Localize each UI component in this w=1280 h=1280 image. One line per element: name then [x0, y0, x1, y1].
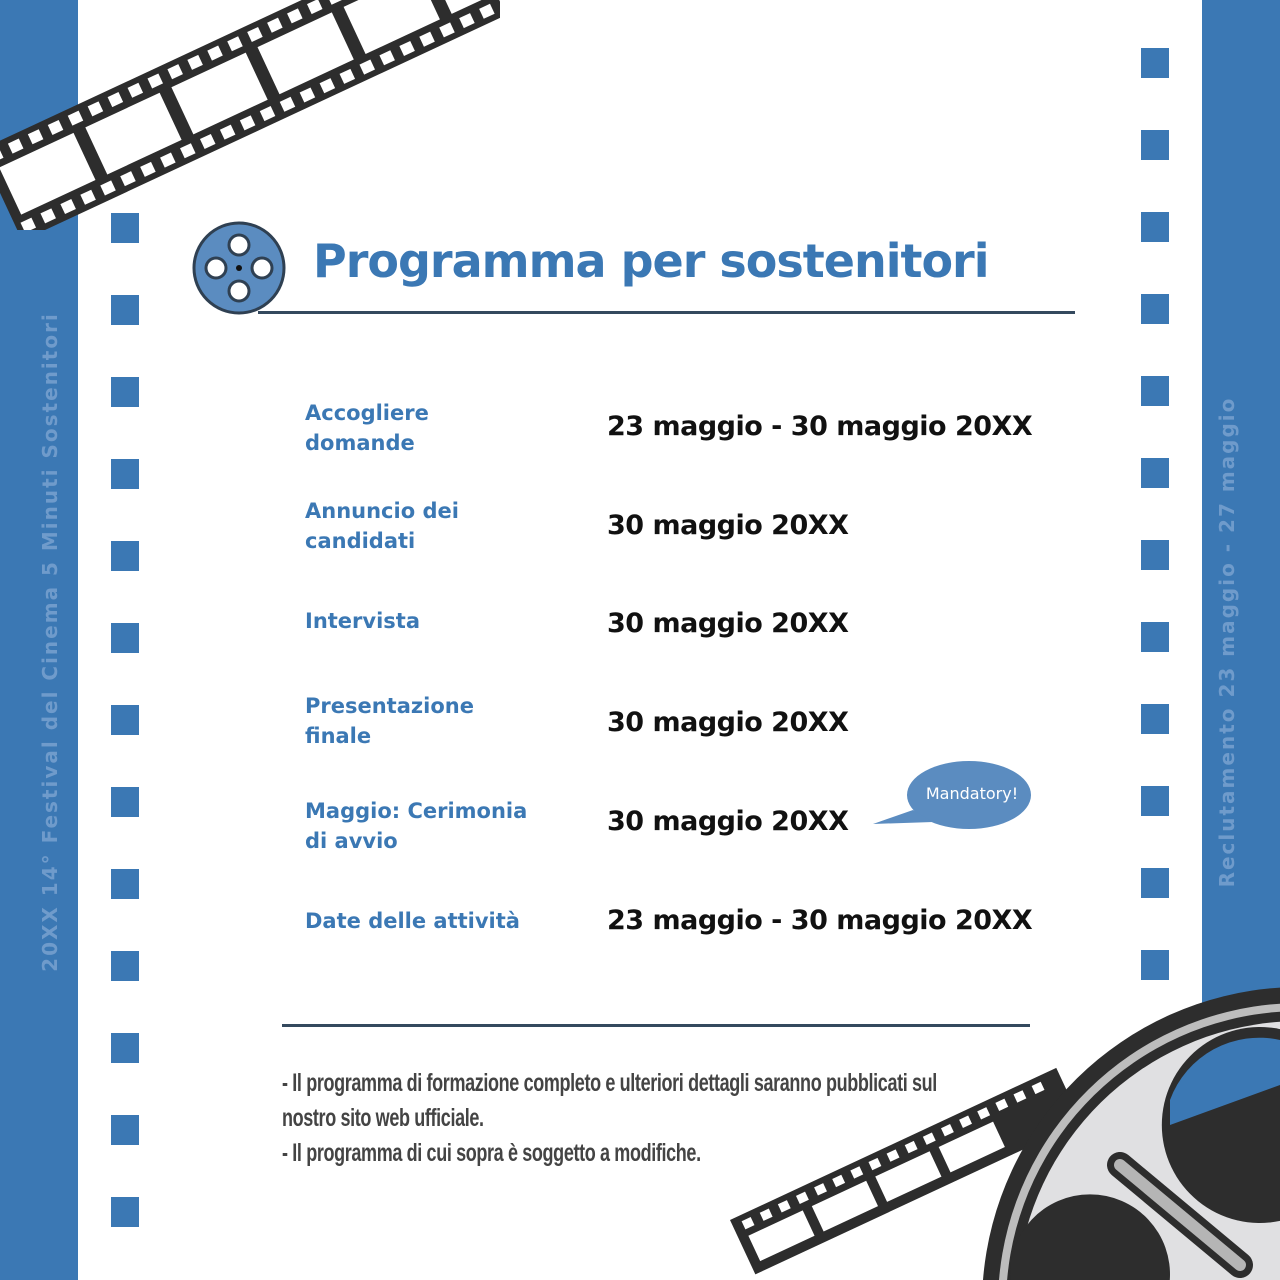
perforation-square [1141, 540, 1169, 570]
title-underline [258, 311, 1075, 314]
schedule-date: 23 maggio - 30 maggio 20XX [607, 905, 1033, 936]
perforation-square [111, 377, 139, 407]
perforation-square [1141, 376, 1169, 406]
film-strip-icon [0, 0, 500, 230]
schedule-date: 23 maggio - 30 maggio 20XX [607, 411, 1033, 442]
schedule-date: 30 maggio 20XX [607, 608, 849, 639]
note-line: - Il programma di formazione completo e ulteriori dettagli saranno pubblicati sul nostro sito web ufficiale. [282, 1069, 937, 1132]
perforation-square [111, 541, 139, 571]
schedule-label: Intervista [305, 609, 420, 633]
schedule-label: Date delle attività [305, 909, 520, 933]
perforation-square [111, 787, 139, 817]
perforation-square [1141, 622, 1169, 652]
perforation-square [111, 459, 139, 489]
perforation-square [111, 623, 139, 653]
perforation-square [111, 951, 139, 981]
perforation-square [111, 869, 139, 899]
schedule-date: 30 maggio 20XX [607, 806, 849, 837]
schedule-date: 30 maggio 20XX [607, 707, 849, 738]
perforation-square [1141, 48, 1169, 78]
schedule-date: 30 maggio 20XX [607, 510, 849, 541]
mandatory-speech-bubble [893, 760, 1046, 830]
perforation-square [111, 1115, 139, 1145]
schedule-label: Annuncio dei candidati [305, 499, 459, 553]
perforation-square [1141, 212, 1169, 242]
perforation-square [1141, 704, 1169, 734]
perforation-square [1141, 786, 1169, 816]
film-reel-decoration-icon [700, 985, 1280, 1280]
left-vertical-text: 20XX 14° Festival del Cinema 5 Minuti Sostenitori [38, 312, 62, 972]
perforation-square [111, 1033, 139, 1063]
perforation-square [1141, 458, 1169, 488]
perforation-square [111, 1197, 139, 1227]
perforation-square [111, 705, 139, 735]
bubble-text: Mandatory! [925, 784, 1019, 803]
perforation-square [1141, 950, 1169, 980]
note-line: - Il programma di cui sopra è soggetto a modifiche. [282, 1139, 701, 1167]
film-reel-icon [192, 221, 288, 317]
schedule-label: Maggio: Cerimonia di avvio [305, 799, 528, 853]
perforation-square [1141, 294, 1169, 324]
schedule-label: Presentazione finale [305, 694, 474, 748]
perforation-square [1141, 130, 1169, 160]
right-vertical-text: Reclutamento 23 maggio - 27 maggio [1215, 396, 1239, 888]
perforation-square [1141, 868, 1169, 898]
page-title: Programma per sostenitori [313, 234, 989, 288]
perforation-square [111, 295, 139, 325]
schedule-label: Accogliere domande [305, 401, 429, 455]
